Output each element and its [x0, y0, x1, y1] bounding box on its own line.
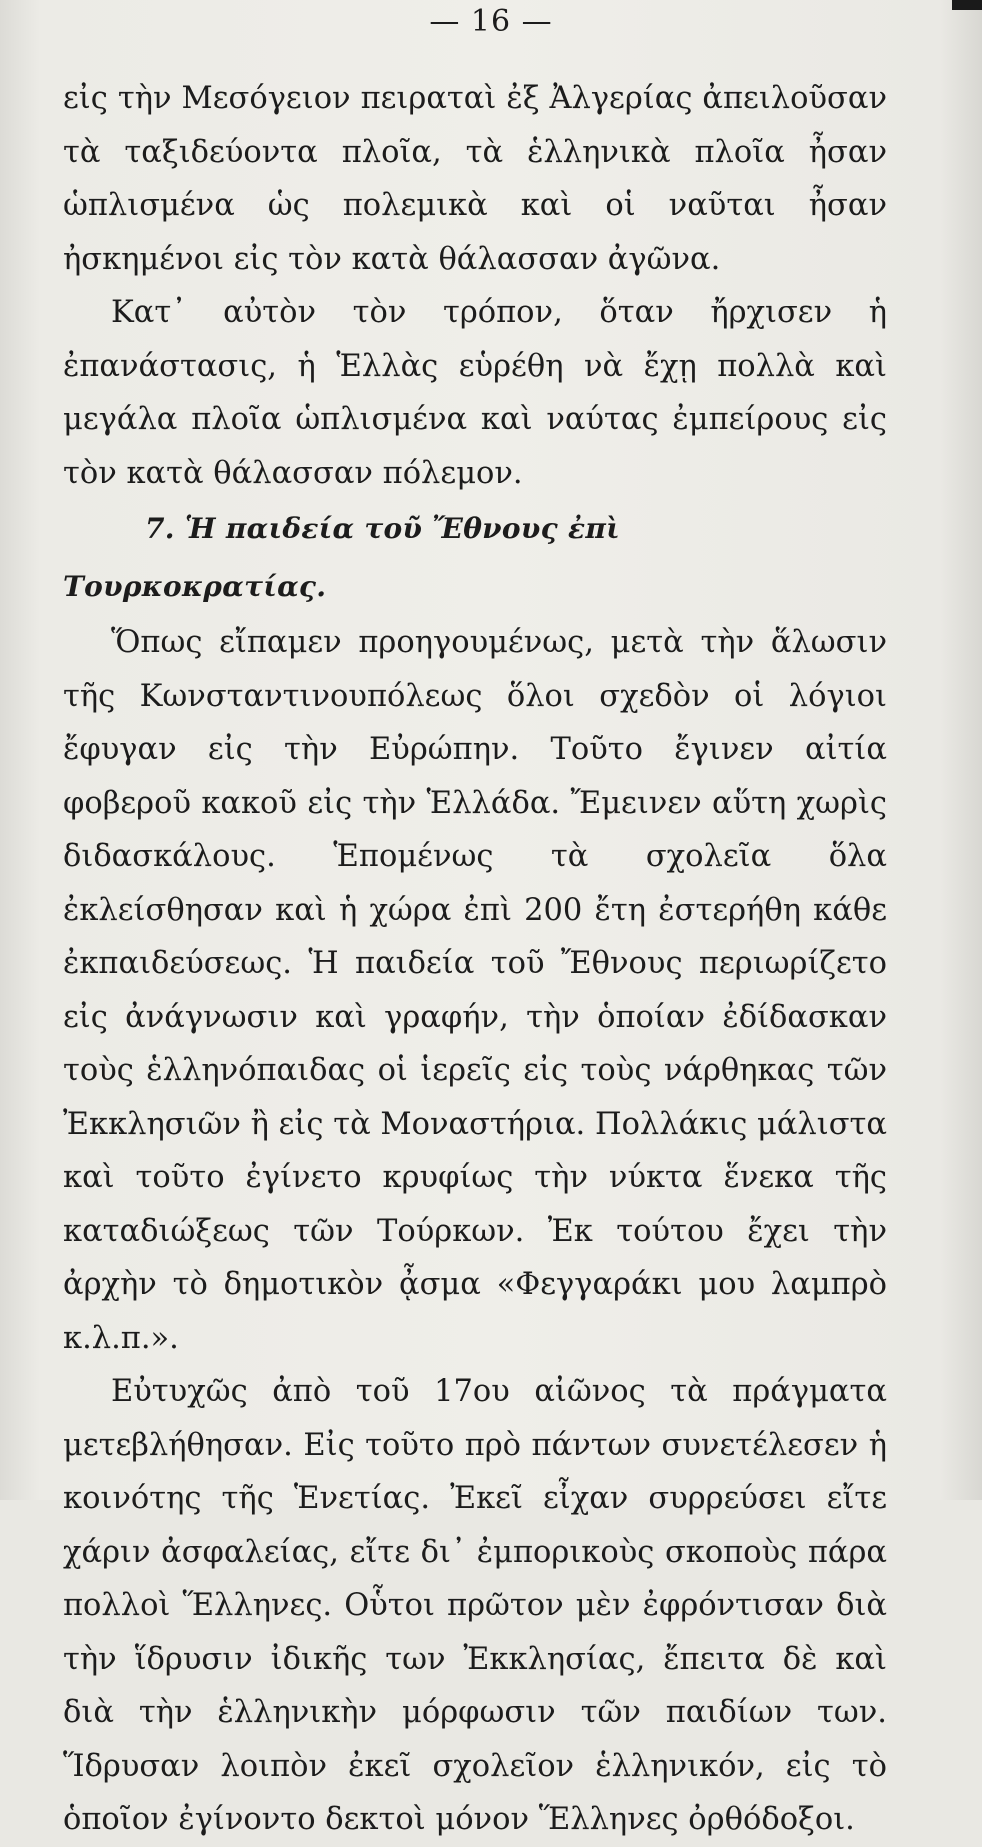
- paragraph-4: Εὐτυχῶς ἀπὸ τοῦ 17ου αἰῶνος τὰ πράγματα μετεβλήθησαν. Εἰς τοῦτο πρὸ πάντων συνετέλεσεν ἡ κοινότης τῆς Ἑνετίας. Ἐκεῖ εἶχαν συρρεύσει εἴτε χάριν ἀσφαλείας, εἴτε δι᾽ ἐμπορικοὺς σκοποὺς πάρα πολλοὶ Ἕλληνες. Οὗτοι πρῶτον μὲν ἐφρόντισαν διὰ τὴν ἵδρυσιν ἰδικῆς των Ἐκκλησίας, ἔπειτα δὲ καὶ διὰ τὴν ἑλληνικὴν μόρφωσιν τῶν παιδίων των. Ἵδρυσαν λοιπὸν ἐκεῖ σχολεῖον ἑλληνικόν, εἰς τὸ ὁποῖον ἐγίνοντο δεκτοὶ μόνον Ἕλληνες ὀρθόδοξοι.: [63, 1374, 887, 1837]
- paragraph-1: εἰς τὴν Μεσόγειον πειραταὶ ἐξ Ἀλγερίας ἀπειλοῦσαν τὰ ταξιδεύοντα πλοῖα, τὰ ἑλληνικὰ πλοῖα ἦσαν ὡπλισμένα ὡς πολεμικὰ καὶ οἱ ναῦται ἦσαν ἠσκημένοι εἰς τὸν κατὰ θάλασσαν ἀγῶνα.: [63, 81, 887, 277]
- paragraph-3: Ὅπως εἴπαμεν προηγουμένως, μετὰ τὴν ἅλωσιν τῆς Κωνσταντινουπόλεως ὅλοι σχεδὸν οἱ λόγιοι ἔφυγαν εἰς τὴν Εὐρώπην. Τοῦτο ἔγινεν αἰτία φοβεροῦ κακοῦ εἰς τὴν Ἑλλάδα. Ἔμεινεν αὕτη χωρὶς διδασκάλους. Ἑπομένως τὰ σχολεῖα ὅλα ἐκλείσθησαν καὶ ἡ χώρα ἐπὶ 200 ἔτη ἐστερήθη κάθε ἐκπαιδεύσεως. Ἡ παιδεία τοῦ Ἔθνους περιωρίζετο εἰς ἀνάγνωσιν καὶ γραφήν, τὴν ὁποίαν ἐδίδασκαν τοὺς ἑλληνόπαιδας οἱ ἱερεῖς εἰς τοὺς νάρθηκας τῶν Ἐκκλησιῶν ἢ εἰς τὰ Μοναστήρια. Πολλάκις μάλιστα καὶ τοῦτο ἐγίνετο κρυφίως τὴν νύκτα ἕνεκα τῆς καταδιώξεως τῶν Τούρκων. Ἐκ τούτου ἔχει τὴν ἀρχὴν τὸ δημοτικὸν ᾆσμα «Φεγγαράκι μου λαμπρὸ κ.λ.π.».: [63, 625, 887, 1356]
- page-number: — 16 —: [429, 4, 553, 39]
- paragraph-2: Κατ᾽ αὐτὸν τὸν τρόπον, ὅταν ἤρχισεν ἡ ἐπανάστασις, ἡ Ἑλλὰς εὑρέθη νὰ ἔχῃ πολλὰ καὶ μεγάλα πλοῖα ὡπλισμένα καὶ ναύτας ἐμπείρους εἰς τὸν κατὰ θάλασσαν πόλεμον.: [63, 295, 887, 491]
- page-body: [63, 72, 887, 1847]
- section-heading: 7. Ἡ παιδεία τοῦ Ἔθνους ἐπὶ Τουρκοκρατίας.: [63, 512, 620, 603]
